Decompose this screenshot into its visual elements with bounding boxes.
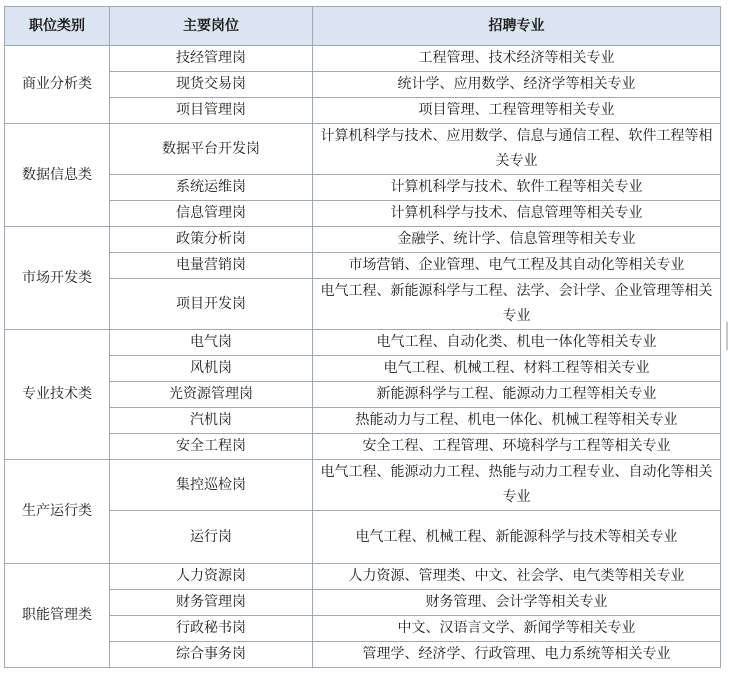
header-major: 招聘专业 — [313, 7, 721, 46]
post-cell: 系统运维岗 — [110, 175, 313, 201]
category-cell: 商业分析类 — [5, 46, 110, 124]
post-cell: 技经管理岗 — [110, 46, 313, 72]
post-cell: 政策分析岗 — [110, 227, 313, 253]
category-cell: 专业技术类 — [5, 330, 110, 460]
category-cell: 生产运行类 — [5, 460, 110, 564]
post-cell: 电气岗 — [110, 330, 313, 356]
major-cell: 热能动力与工程、机电一体化、机械工程等相关专业 — [313, 408, 721, 434]
major-cell: 电气工程、新能源科学与工程、法学、会计学、企业管理等相关专业 — [313, 279, 721, 330]
recruitment-table — [4, 6, 721, 668]
post-cell: 现货交易岗 — [110, 72, 313, 98]
post-cell: 行政秘书岗 — [110, 616, 313, 642]
category-cell: 市场开发类 — [5, 227, 110, 330]
major-cell: 金融学、统计学、信息管理等相关专业 — [313, 227, 721, 253]
major-cell: 电气工程、能源动力工程、热能与动力工程专业、自动化等相关专业 — [313, 460, 721, 511]
table-body — [5, 46, 721, 668]
table-row — [5, 590, 721, 616]
post-cell: 人力资源岗 — [110, 564, 313, 590]
table-row — [5, 227, 721, 253]
post-cell: 汽机岗 — [110, 408, 313, 434]
table-row — [5, 511, 721, 564]
major-cell: 统计学、应用数学、经济学等相关专业 — [313, 72, 721, 98]
major-cell: 人力资源、管理类、中文、社会学、电气类等相关专业 — [313, 564, 721, 590]
major-cell: 管理学、经济学、行政管理、电力系统等相关专业 — [313, 642, 721, 668]
header-row — [5, 7, 721, 46]
table-header — [5, 7, 721, 46]
table-row — [5, 434, 721, 460]
table-row — [5, 356, 721, 382]
table-row — [5, 279, 721, 330]
major-cell: 市场营销、企业管理、电气工程及其自动化等相关专业 — [313, 253, 721, 279]
major-cell: 电气工程、机械工程、新能源科学与技术等相关专业 — [313, 511, 721, 564]
category-cell: 职能管理类 — [5, 564, 110, 668]
post-cell: 综合事务岗 — [110, 642, 313, 668]
major-cell: 工程管理、技术经济等相关专业 — [313, 46, 721, 72]
table-row — [5, 124, 721, 175]
major-cell: 电气工程、自动化类、机电一体化等相关专业 — [313, 330, 721, 356]
major-cell: 项目管理、工程管理等相关专业 — [313, 98, 721, 124]
major-cell: 中文、汉语言文学、新闻学等相关专业 — [313, 616, 721, 642]
post-cell: 项目开发岗 — [110, 279, 313, 330]
major-cell: 财务管理、会计学等相关专业 — [313, 590, 721, 616]
table-row — [5, 46, 721, 72]
table-row — [5, 175, 721, 201]
post-cell: 光资源管理岗 — [110, 382, 313, 408]
table-row — [5, 616, 721, 642]
table-row — [5, 253, 721, 279]
table-row — [5, 330, 721, 356]
scroll-edge-mark — [726, 322, 728, 350]
major-cell: 计算机科学与技术、信息管理等相关专业 — [313, 201, 721, 227]
category-cell: 数据信息类 — [5, 124, 110, 227]
table-row — [5, 564, 721, 590]
major-cell: 电气工程、机械工程、材料工程等相关专业 — [313, 356, 721, 382]
post-cell: 信息管理岗 — [110, 201, 313, 227]
post-cell: 电量营销岗 — [110, 253, 313, 279]
table-row — [5, 72, 721, 98]
post-cell: 安全工程岗 — [110, 434, 313, 460]
post-cell: 数据平台开发岗 — [110, 124, 313, 175]
header-category: 职位类别 — [5, 7, 110, 46]
post-cell: 项目管理岗 — [110, 98, 313, 124]
major-cell: 安全工程、工程管理、环境科学与工程等相关专业 — [313, 434, 721, 460]
recruitment-table-container — [4, 6, 721, 668]
table-row — [5, 98, 721, 124]
post-cell: 风机岗 — [110, 356, 313, 382]
major-cell: 计算机科学与技术、应用数学、信息与通信工程、软件工程等相关专业 — [313, 124, 721, 175]
header-post: 主要岗位 — [110, 7, 313, 46]
major-cell: 新能源科学与工程、能源动力工程等相关专业 — [313, 382, 721, 408]
post-cell: 财务管理岗 — [110, 590, 313, 616]
post-cell: 集控巡检岗 — [110, 460, 313, 511]
post-cell: 运行岗 — [110, 511, 313, 564]
major-cell: 计算机科学与技术、软件工程等相关专业 — [313, 175, 721, 201]
table-row — [5, 201, 721, 227]
table-row — [5, 408, 721, 434]
table-row — [5, 642, 721, 668]
table-row — [5, 460, 721, 511]
table-row — [5, 382, 721, 408]
